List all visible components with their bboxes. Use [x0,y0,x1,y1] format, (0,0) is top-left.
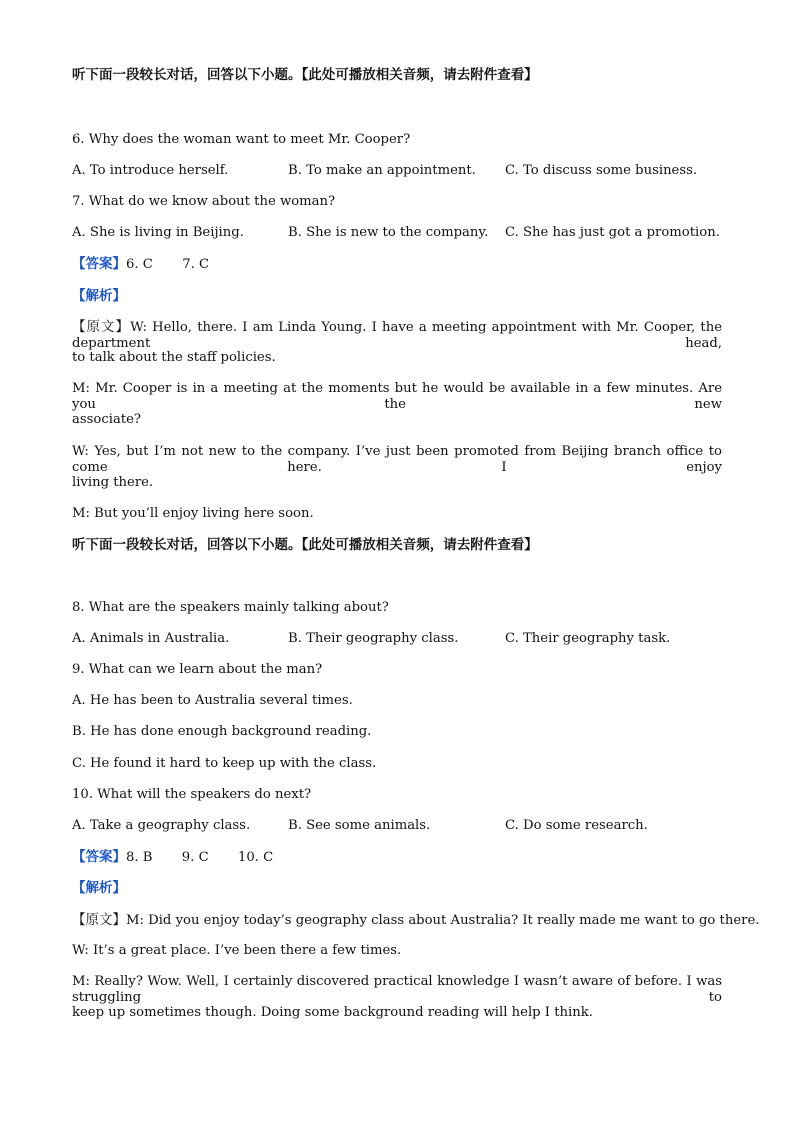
answer-line [72,256,209,273]
analysis-line [72,288,126,305]
question-10-option-b: B. See some animals. [288,818,431,833]
transcript-tag: 【原文】 [72,319,131,335]
transcript-line: to talk about the staff policies. [72,350,276,365]
answer-line [72,849,273,866]
transcript-line: M: Really? Wow. Well, I certainly discovered practical knowledge I wasn’t aware of before. I was struggling to [72,974,722,1005]
question-10-option-a: A. Take a geography class. [72,818,251,833]
question-6-option-a: A. To introduce herself. [72,163,229,178]
question-7-option-a: A. She is living in Beijing. [72,225,244,240]
question-10-stem: 10. What will the speakers do next? [72,787,312,802]
transcript-line: W: Yes, but I’m not new to the company. I’ve just been promoted from Beijing branch office to come here. I enjoy [72,444,722,475]
question-8-option-b: B. Their geography class. [288,631,459,646]
answer-text: 6. C 7. C [126,257,210,272]
question-6-option-b: B. To make an appointment. [288,163,476,178]
question-7-option-b: B. She is new to the company. [288,225,489,240]
answer-text: 8. B 9. C 10. C [126,850,274,865]
section-intro: 听下面一段较长对话，回答以下小题。【此处可播放相关音频，请去附件查看】 [72,67,538,83]
question-8-option-a: A. Animals in Australia. [72,631,230,646]
question-8-stem: 8. What are the speakers mainly talking about? [72,600,389,615]
question-9-option-a: A. He has been to Australia several times. [72,693,353,708]
analysis-tag: 【解析】 [72,880,126,896]
transcript-tag: 【原文】 [72,912,126,928]
question-10-option-c: C. Do some research. [505,818,648,833]
question-9-option-c: C. He found it hard to keep up with the class. [72,756,377,771]
question-7-option-c: C. She has just got a promotion. [505,225,720,240]
question-9-option-b: B. He has done enough background reading. [72,724,372,739]
question-7-stem: 7. What do we know about the woman? [72,194,336,209]
transcript-text: M: Did you enjoy today’s geography class about Australia? It really made me want to go there. [126,913,760,928]
answer-tag: 【答案】 [72,256,126,272]
answer-tag: 【答案】 [72,849,126,865]
transcript-line: keep up sometimes though. Doing some background reading will help I think. [72,1005,593,1020]
transcript-line: M: But you’ll enjoy living here soon. [72,506,314,521]
analysis-line [72,880,126,897]
question-9-stem: 9. What can we learn about the man? [72,662,323,677]
transcript-line [72,319,722,352]
question-6-option-c: C. To discuss some business. [505,163,698,178]
transcript-line: W: It’s a great place. I’ve been there a few times. [72,943,402,958]
transcript-line: associate? [72,412,141,427]
transcript-line [72,912,759,929]
analysis-tag: 【解析】 [72,288,126,304]
transcript-text: W: Hello, there. I am Linda Young. I have a meeting appointment with Mr. Cooper, the department head, [72,320,723,351]
question-8-option-c: C. Their geography task. [505,631,671,646]
transcript-line: M: Mr. Cooper is in a meeting at the moments but he would be available in a few minutes. Are you the new [72,381,722,412]
transcript-line: living there. [72,475,154,490]
section-intro: 听下面一段较长对话，回答以下小题。【此处可播放相关音频，请去附件查看】 [72,537,538,553]
question-6-stem: 6. Why does the woman want to meet Mr. Cooper? [72,132,411,147]
